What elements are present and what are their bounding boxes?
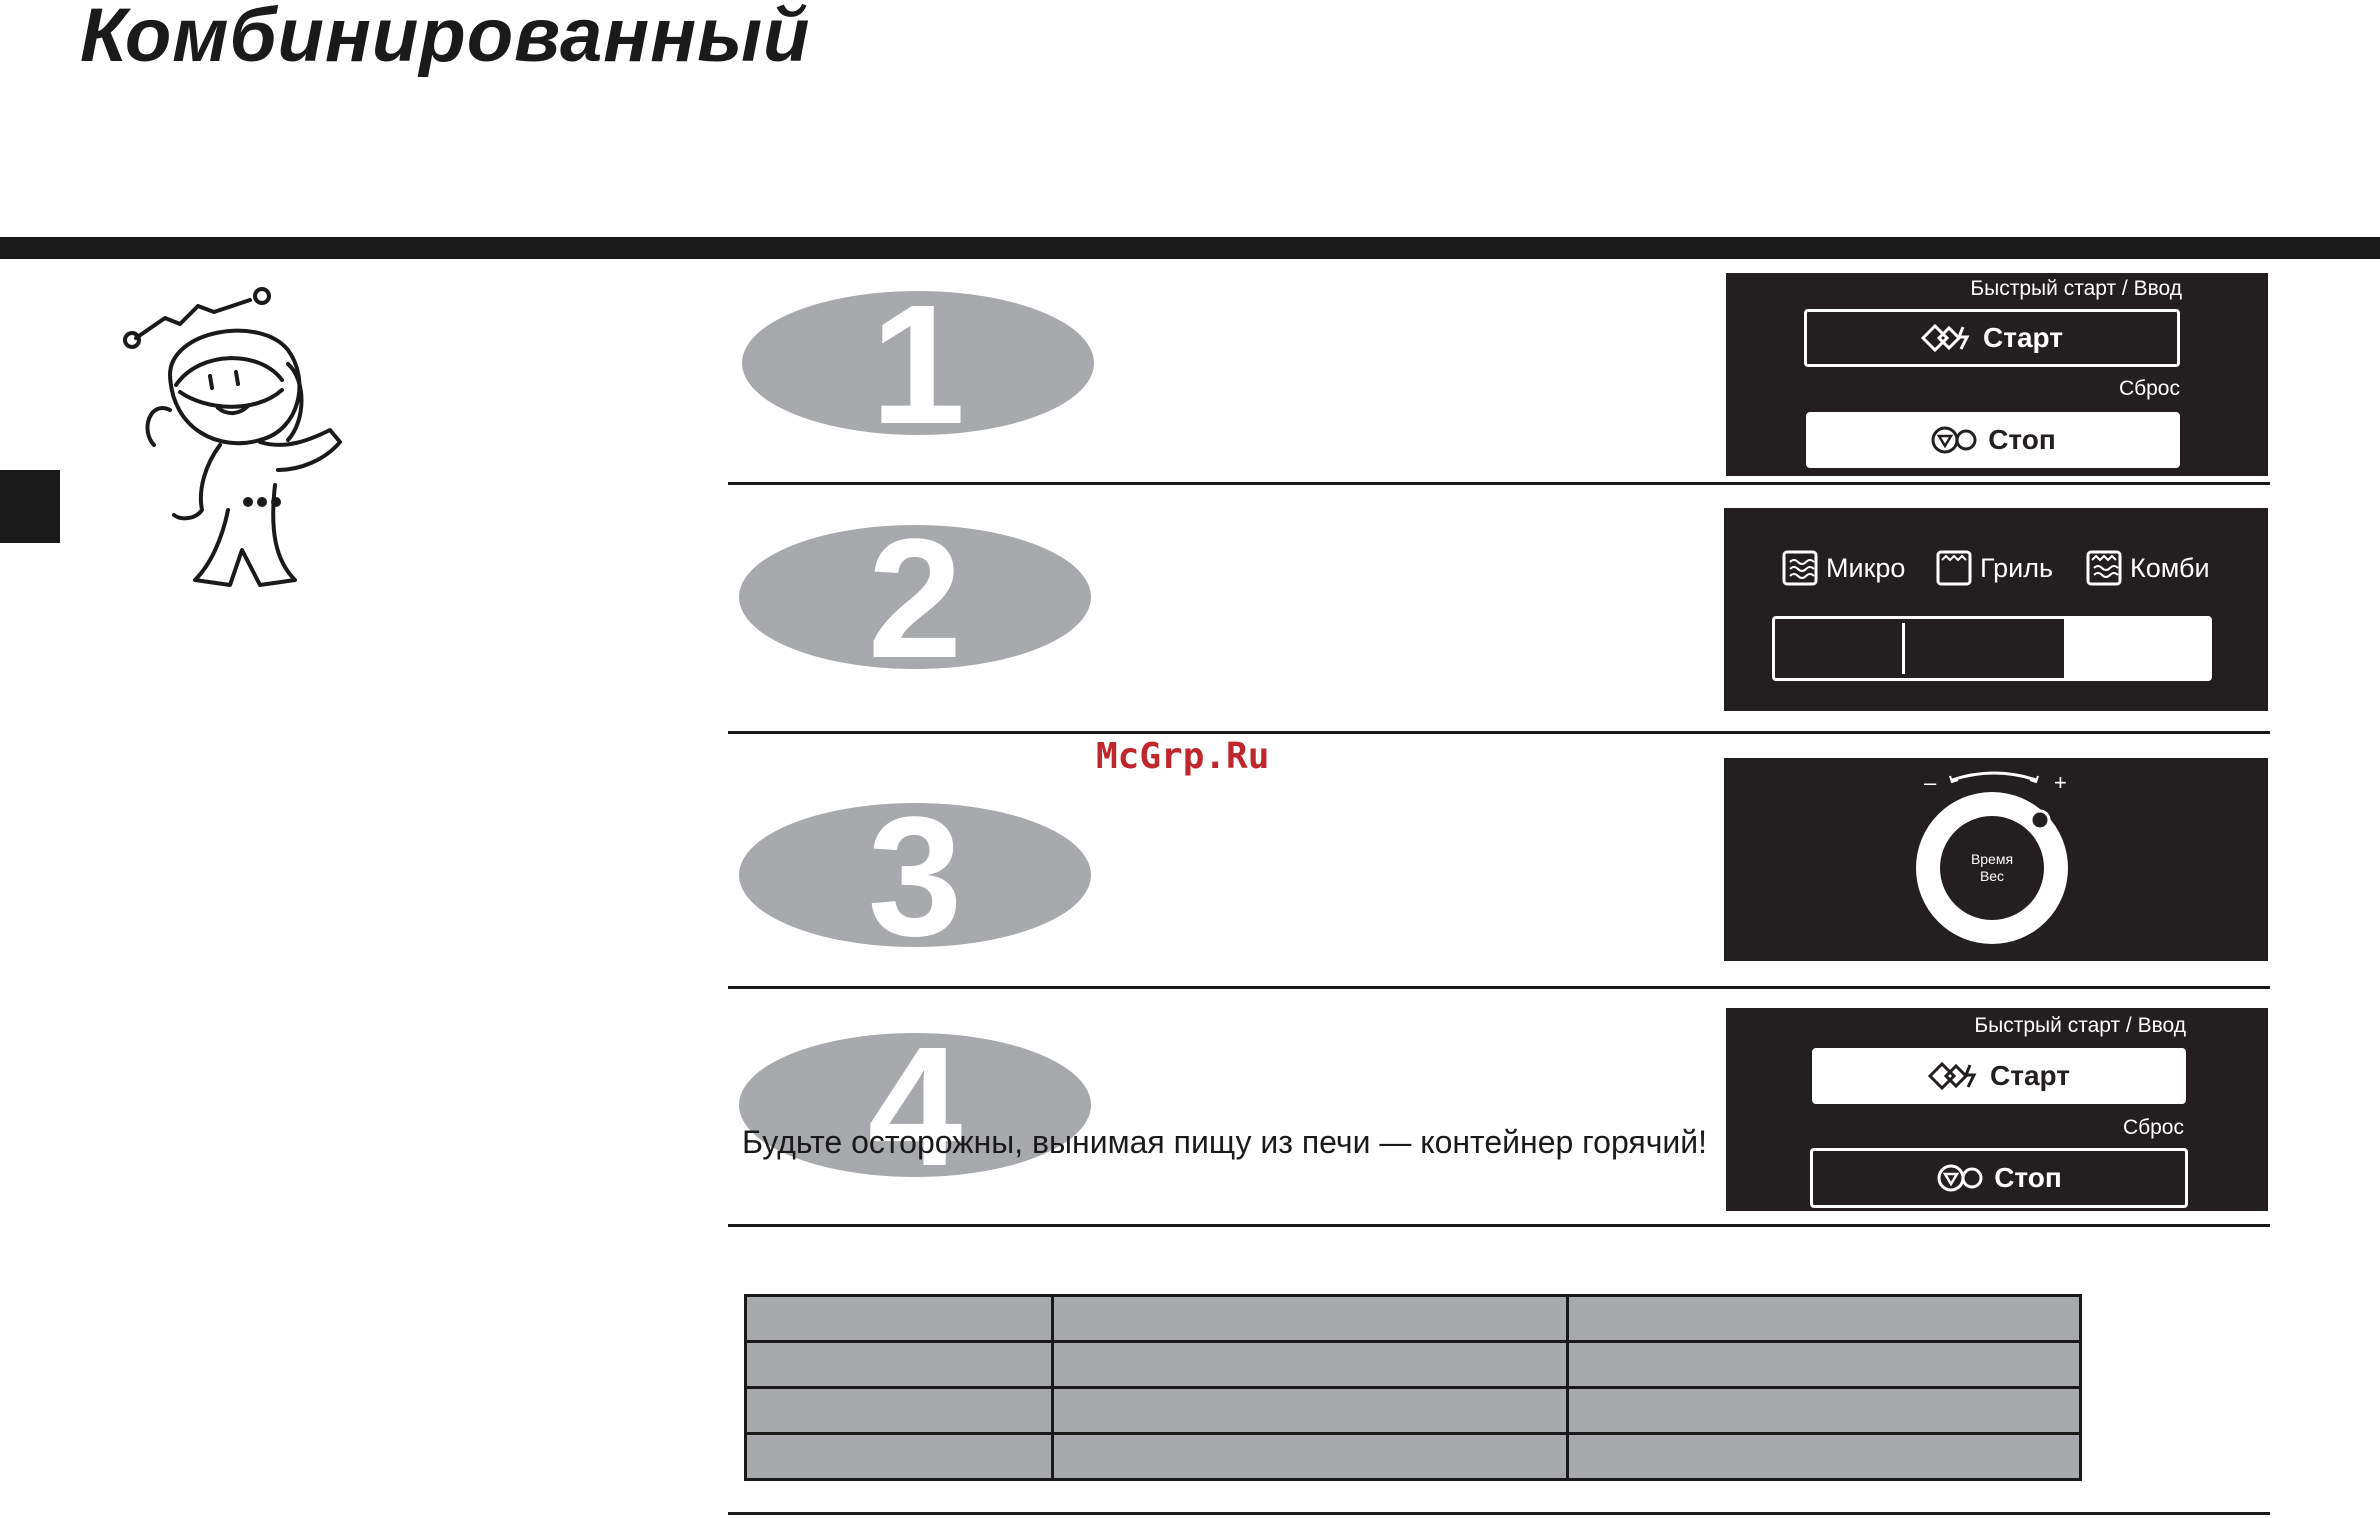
stop-button[interactable] [1810, 1148, 2188, 1208]
cooking-table [744, 1294, 2082, 1481]
watermark: McGrp.Ru [1096, 736, 1270, 777]
reset-caption: Сброс [2122, 1116, 2184, 1139]
warning-text: Будьте осторожны, вынимая пищу из печи — контейнер горячий! [742, 1124, 1708, 1160]
control-panel-modes [1724, 508, 2268, 711]
header-rule [0, 237, 2380, 259]
quick-start-caption: Быстрый старт / Ввод [1974, 1014, 2186, 1037]
step-2-badge [735, 522, 1095, 672]
step-divider [728, 1224, 2270, 1227]
table-cell [1053, 1434, 1568, 1480]
dial-indicator [2031, 811, 2049, 829]
mode-combi[interactable] [2086, 550, 2210, 586]
mode-micro-label: Микро [1826, 552, 1906, 583]
stop-icon [1936, 1163, 1984, 1193]
stop-button-label: Стоп [1994, 1162, 2062, 1193]
dial-time-label: Время [1970, 851, 2014, 867]
combi-icon [2086, 550, 2122, 586]
mode-selected-indicator [2064, 619, 2209, 678]
table-cell [746, 1434, 1053, 1480]
step-divider [728, 482, 2270, 485]
table-cell [1568, 1434, 2081, 1480]
mode-segment-divider [1902, 623, 1905, 674]
step-2-number: 2 [867, 522, 963, 672]
table-cell [1568, 1342, 2081, 1388]
dial-plus-label: + [2054, 770, 2067, 795]
mode-micro[interactable] [1782, 550, 1905, 586]
step-1-badge [738, 288, 1098, 438]
step-3-number: 3 [867, 800, 963, 950]
dial-minus-label: – [1924, 770, 1937, 795]
mode-combi-label: Комби [2130, 552, 2210, 583]
table-cell [746, 1342, 1053, 1388]
grill-icon [1936, 550, 1972, 586]
control-panel-start-stop [1726, 273, 2268, 476]
table-cell [1568, 1296, 2081, 1342]
table-row [746, 1296, 2081, 1342]
table-cell [746, 1296, 1053, 1342]
control-panel-dial [1724, 758, 2268, 961]
stop-button-label: Стоп [1988, 424, 2056, 455]
start-icon [1921, 323, 1973, 353]
dial-weight-label: Вес [1979, 868, 2005, 884]
table-cell [1568, 1388, 2081, 1434]
page-title: Комбинированный [80, 0, 811, 78]
table-cell [1053, 1388, 1568, 1434]
step-divider [728, 986, 2270, 989]
mode-selector-bar[interactable] [1772, 616, 2212, 681]
step-3-badge [735, 800, 1095, 950]
start-button[interactable] [1804, 309, 2180, 367]
mode-grill-label: Гриль [1980, 552, 2054, 583]
start-button-label: Старт [1983, 322, 2063, 353]
footer-rule [728, 1512, 2270, 1515]
mode-grill[interactable] [1936, 550, 2053, 586]
table-row [746, 1342, 2081, 1388]
table-row [746, 1434, 2081, 1480]
stop-icon [1930, 425, 1978, 455]
section-tab-marker [0, 470, 60, 543]
table-row [746, 1388, 2081, 1434]
start-icon [1928, 1061, 1980, 1091]
quick-start-caption: Быстрый старт / Ввод [1970, 277, 2182, 300]
table-cell [746, 1388, 1053, 1434]
control-panel-start-stop-final [1726, 1008, 2268, 1211]
reset-caption: Сброс [2118, 377, 2180, 400]
step-divider [728, 731, 2270, 734]
micro-wave-icon [1782, 550, 1818, 586]
mascot-illustration [110, 280, 380, 600]
stop-button[interactable] [1806, 412, 2180, 468]
start-button[interactable] [1812, 1048, 2186, 1104]
start-button-label: Старт [1990, 1060, 2070, 1091]
table-cell [1053, 1296, 1568, 1342]
dial-graphic [1724, 758, 2268, 961]
dial-direction-arc [1952, 773, 2036, 780]
table-cell [1053, 1342, 1568, 1388]
step-4-number: 4 [867, 1030, 963, 1180]
step-1-number: 1 [870, 288, 966, 438]
